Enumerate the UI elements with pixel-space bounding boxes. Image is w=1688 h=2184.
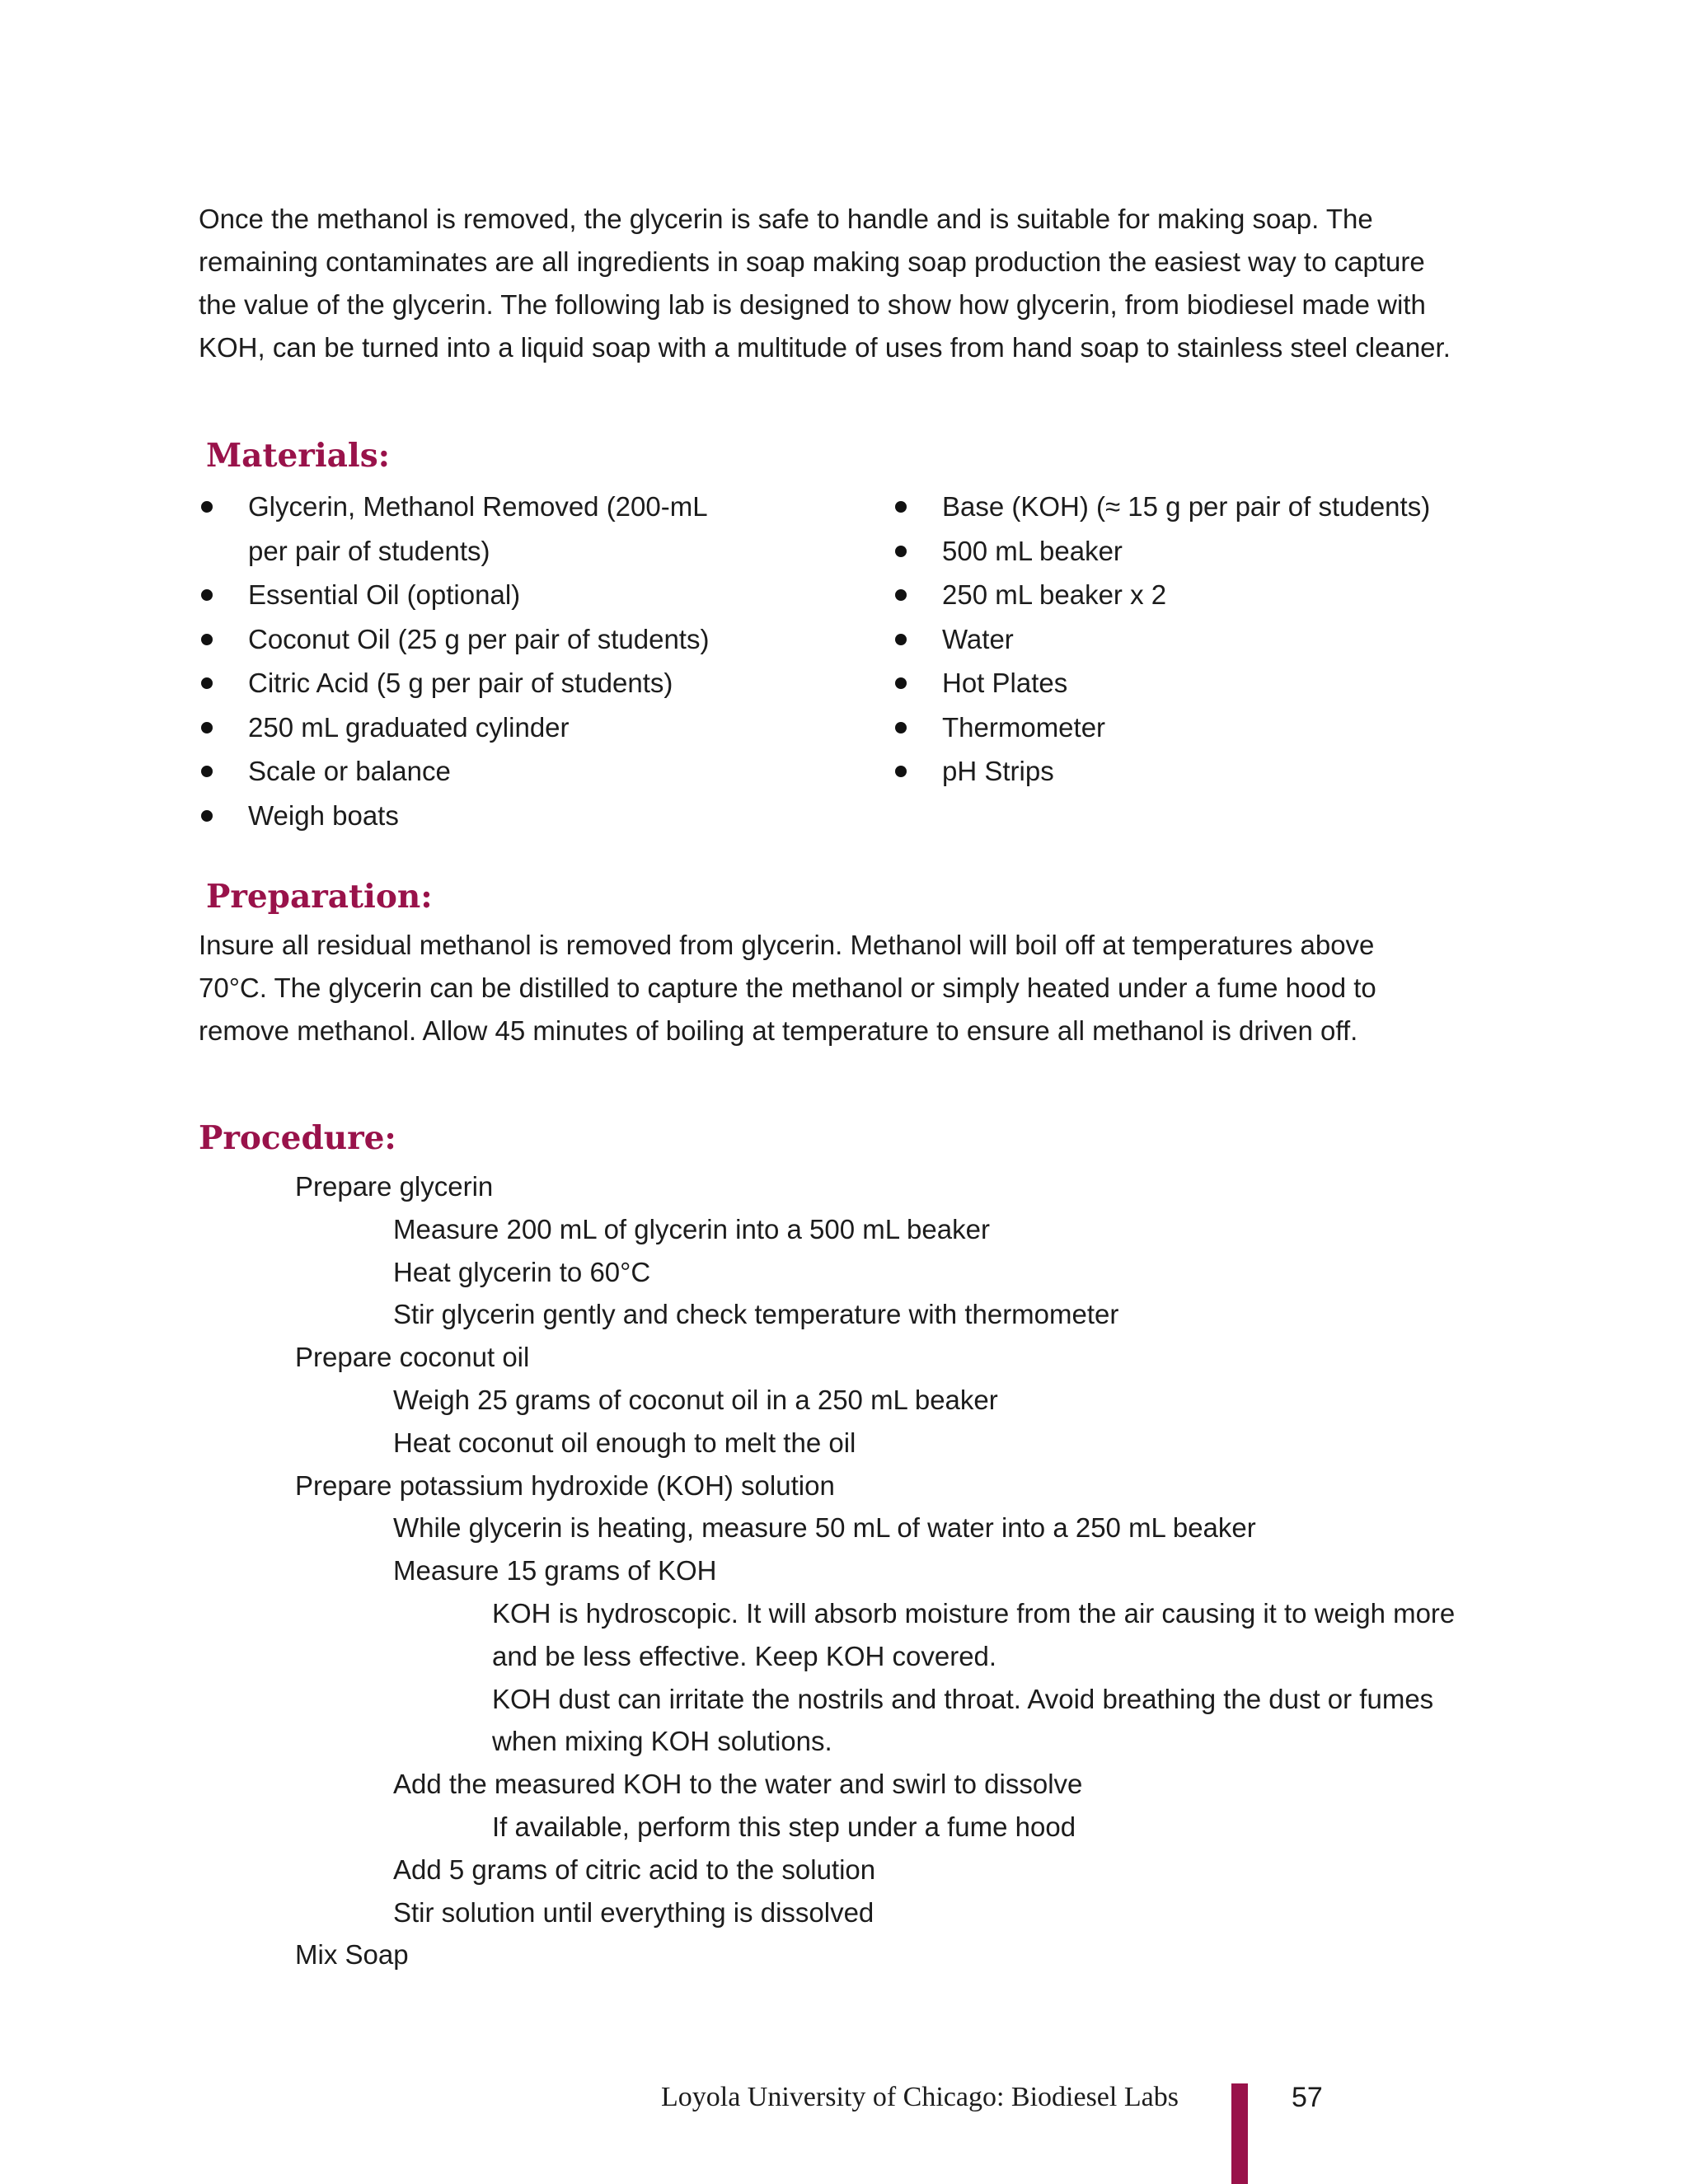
material-item xyxy=(942,485,1430,529)
procedure-step-text: Add the measured KOH to the water and swirl to dissolve xyxy=(393,1769,1083,1800)
intro-line: remaining contaminates are all ingredients in soap making soap production the easiest way to capture xyxy=(199,246,1425,277)
material-item xyxy=(248,705,709,750)
material-item-label: Thermometer xyxy=(942,711,1106,743)
materials-right-list xyxy=(942,485,1430,794)
procedure-step-text: KOH is hydroscopic. It will absorb moisture from the air causing it to weigh more xyxy=(492,1597,1456,1629)
procedure-step-text: Prepare potassium hydroxide (KOH) solution xyxy=(295,1469,835,1501)
preparation-heading: Preparation: xyxy=(206,878,433,916)
procedure-step-text: Add 5 grams of citric acid to the solution xyxy=(393,1854,876,1885)
bullet-icon xyxy=(201,634,213,645)
procedure-step-text: Stir solution until everything is dissolved xyxy=(393,1896,874,1928)
procedure-step-text: Prepare glycerin xyxy=(295,1171,494,1202)
preparation-line: Insure all residual methanol is removed from glycerin. Methanol will boil off at temperatures above xyxy=(199,930,1375,960)
bullet-icon xyxy=(895,766,907,777)
procedure-step-text: Prepare coconut oil xyxy=(295,1342,530,1373)
procedure-step-text: Measure 15 grams of KOH xyxy=(393,1555,717,1586)
intro-line: KOH, can be turned into a liquid soap with a multitude of uses from hand soap to stainless steel cleaner. xyxy=(199,332,1451,363)
material-item-label: Weigh boats xyxy=(248,799,399,831)
bullet-icon xyxy=(201,722,213,733)
procedure-step-text: If available, perform this step under a fume hood xyxy=(492,1811,1076,1842)
procedure-step-text: KOH dust can irritate the nostrils and throat. Avoid breathing the dust or fumes xyxy=(492,1683,1434,1714)
page-number: 57 xyxy=(1292,2082,1323,2113)
materials-heading: Materials: xyxy=(206,437,391,475)
material-item-label: Water xyxy=(942,623,1014,654)
intro-paragraph xyxy=(199,198,1451,369)
procedure-step-text: and be less effective. Keep KOH covered. xyxy=(492,1640,997,1671)
material-item-label: Scale or balance xyxy=(248,756,451,786)
material-item xyxy=(942,661,1430,705)
bullet-icon xyxy=(895,634,907,645)
bullet-icon xyxy=(201,810,213,822)
material-item xyxy=(248,661,709,705)
bullet-icon xyxy=(201,677,213,689)
bullet-icon xyxy=(895,589,907,601)
material-item-label: pH Strips xyxy=(942,756,1054,786)
material-item-label: Hot Plates xyxy=(942,668,1068,698)
material-item xyxy=(248,749,709,794)
material-item-label: Glycerin, Methanol Removed (200-mL xyxy=(248,491,708,522)
material-item-label: 500 mL beaker xyxy=(942,535,1123,566)
intro-line: Once the methanol is removed, the glycerin is safe to handle and is suitable for making soap. The xyxy=(199,204,1373,234)
procedure-step-text: Weigh 25 grams of coconut oil in a 250 mL beaker xyxy=(393,1384,998,1415)
material-item-label: Essential Oil (optional) xyxy=(248,579,521,610)
material-item xyxy=(942,617,1430,662)
footer-title: Loyola University of Chicago: Biodiesel Labs xyxy=(661,2082,1179,2112)
procedure-heading: Procedure: xyxy=(199,1119,396,1157)
procedure-step-text: Measure 200 mL of glycerin into a 500 mL beaker xyxy=(393,1213,990,1244)
material-item-label: 250 mL beaker x 2 xyxy=(942,579,1167,610)
preparation-line: remove methanol. Allow 45 minutes of boiling at temperature to ensure all methanol is driven off. xyxy=(199,1015,1358,1046)
materials-left-list xyxy=(248,485,709,837)
bullet-icon xyxy=(201,589,213,601)
bullet-icon xyxy=(201,501,213,513)
preparation-paragraph xyxy=(199,924,1376,1052)
preparation-line: 70°C. The glycerin can be distilled to capture the methanol or simply heated under a fume hood to xyxy=(199,972,1376,1003)
procedure-step-text: Mix Soap xyxy=(295,1939,409,1971)
footer-accent-bar xyxy=(1231,2083,1248,2184)
material-item xyxy=(248,617,709,662)
bullet-icon xyxy=(895,677,907,689)
procedure-step-text: Stir glycerin gently and check temperature with thermometer xyxy=(393,1299,1119,1330)
material-item xyxy=(248,794,709,838)
bullet-icon xyxy=(201,766,213,777)
material-item xyxy=(942,573,1430,617)
procedure-step-text: While glycerin is heating, measure 50 mL of water into a 250 mL beaker xyxy=(393,1512,1256,1544)
material-item xyxy=(942,529,1430,574)
intro-line: the value of the glycerin. The following lab is designed to show how glycerin, from biodiesel made with xyxy=(199,289,1426,320)
material-item-label: 250 mL graduated cylinder xyxy=(248,711,570,743)
material-item xyxy=(248,573,709,617)
material-item xyxy=(942,749,1430,794)
procedure-step-text: Heat coconut oil enough to melt the oil xyxy=(393,1427,856,1458)
procedure-step-text: Heat glycerin to 60°C xyxy=(393,1256,651,1287)
material-item-label: Citric Acid (5 g per pair of students) xyxy=(248,668,673,698)
material-item-label: Base (KOH) (≈ 15 g per pair of students) xyxy=(942,491,1431,522)
material-item xyxy=(248,485,709,529)
material-item xyxy=(942,705,1430,750)
bullet-icon xyxy=(895,501,907,513)
bullet-icon xyxy=(895,722,907,733)
material-item-label: Coconut Oil (25 g per pair of students) xyxy=(248,623,710,654)
bullet-icon xyxy=(895,546,907,557)
material-item-continuation: per pair of students) xyxy=(248,535,490,566)
procedure-step-text: when mixing KOH solutions. xyxy=(492,1726,832,1757)
